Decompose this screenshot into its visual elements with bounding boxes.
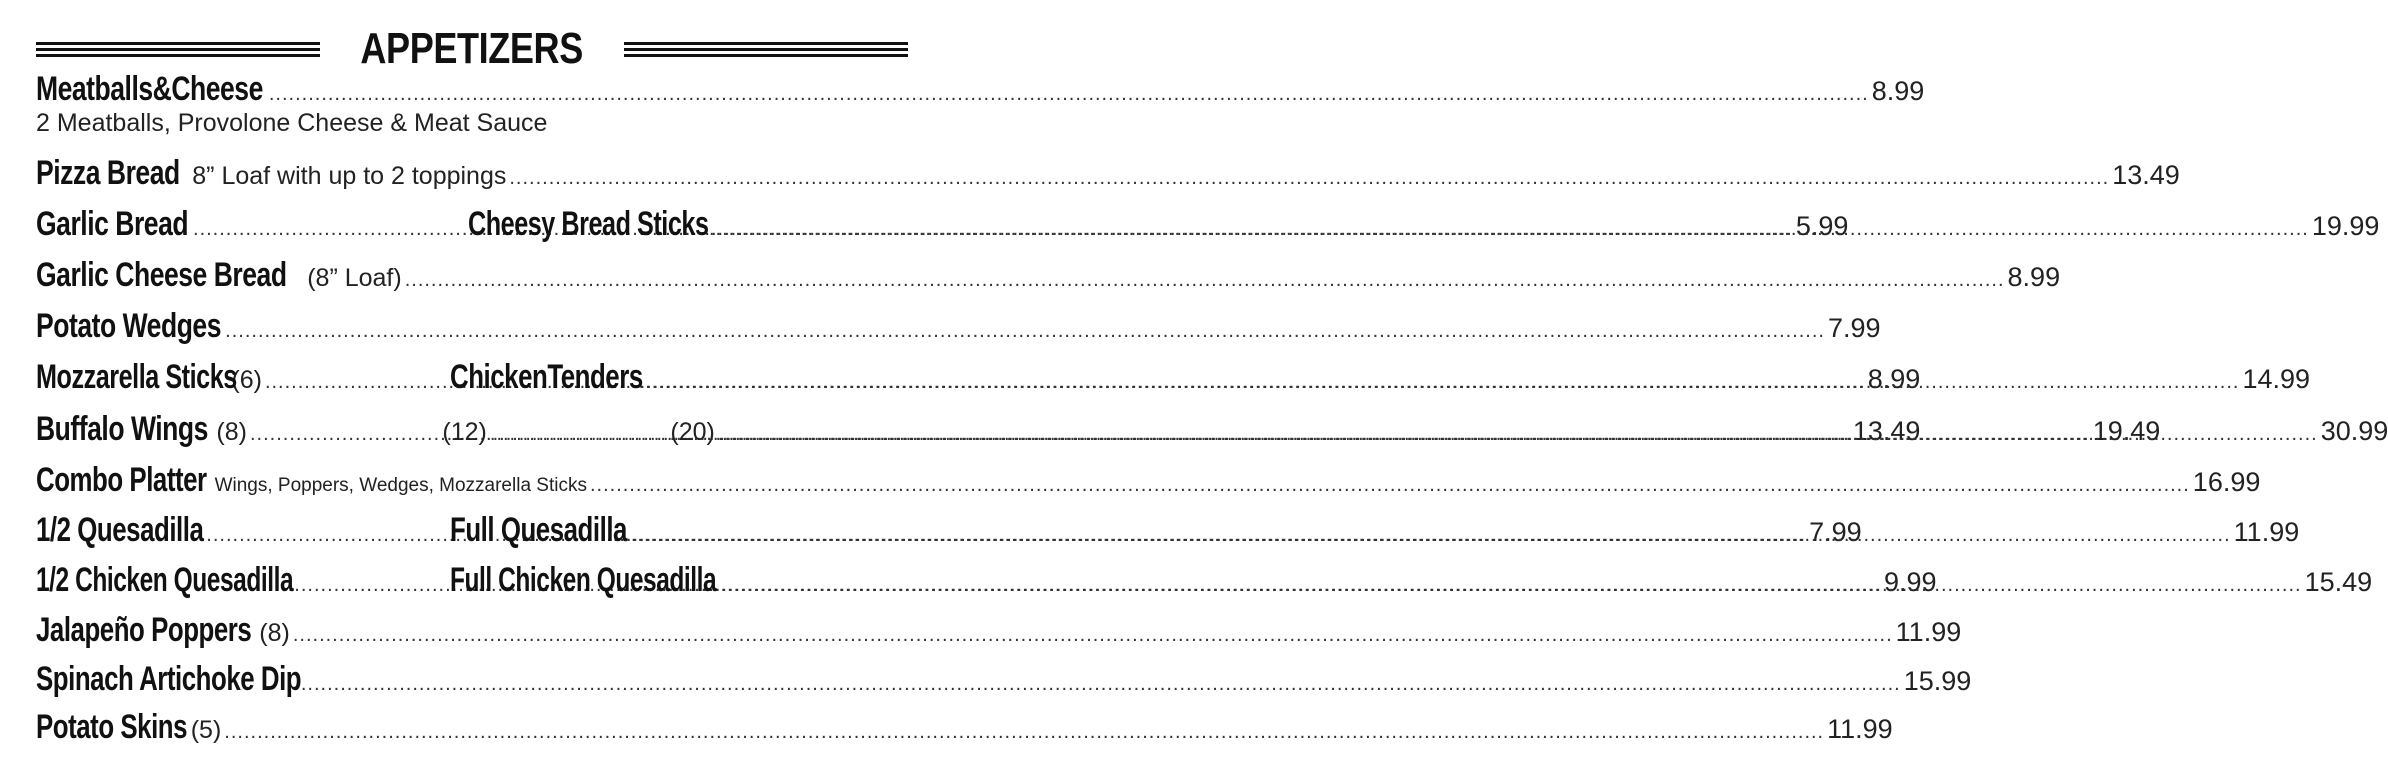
item-description: 8” Loaf with up to 2 toppings xyxy=(192,162,507,190)
item-price: 11.99 xyxy=(1895,617,1962,647)
dot-leader xyxy=(702,574,2302,597)
item-name: Full Chicken Quesadilla xyxy=(450,561,717,599)
item-name: Cheesy Bread Sticks xyxy=(468,205,709,243)
item-name: ChickenTenders xyxy=(450,358,643,396)
header-rule-right xyxy=(624,42,908,57)
item-price: 11.99 xyxy=(1827,714,1893,744)
menu-row-quesadilla xyxy=(36,511,2300,555)
dot-leader xyxy=(405,269,2005,292)
item-price: 15.49 xyxy=(2304,567,2373,597)
item-name: 1/2 Chicken Quesadilla xyxy=(36,561,294,599)
item-name: Potato Skins xyxy=(36,708,188,746)
dot-leader xyxy=(709,218,2309,241)
menu-item-cheesy-bread-sticks xyxy=(468,205,2379,244)
item-name: Potato Wedges xyxy=(36,307,221,345)
item-price: 8.99 xyxy=(1867,364,1921,394)
option-label: (12) xyxy=(442,418,487,446)
item-name: Mozzarella Sticks xyxy=(36,358,237,396)
header-rule-left xyxy=(36,42,320,57)
item-price: 8.99 xyxy=(1871,76,1925,106)
menu-item-garlic-cheese-bread xyxy=(36,256,2061,300)
menu-row-chicken-quesadilla xyxy=(36,561,2373,605)
option-label: (20) xyxy=(670,418,715,446)
item-name: Combo Platter xyxy=(36,461,207,499)
option-price: 30.99 xyxy=(2320,416,2388,446)
item-name: Jalapeño Poppers xyxy=(36,611,252,649)
menu-row-mozzarella-tenders xyxy=(36,358,2311,402)
menu-row-garlic-cheesy xyxy=(36,205,2380,249)
menu-item-full-chicken-quesadilla xyxy=(450,561,2372,600)
dot-leader xyxy=(225,320,1825,343)
menu-item-buffalo-wings xyxy=(36,410,2388,454)
menu-item-jalapeno-poppers xyxy=(36,611,1962,655)
item-description: (5) xyxy=(190,716,222,744)
menu-item-pizza-bread xyxy=(36,154,2180,198)
section-title: APPETIZERS xyxy=(360,24,584,73)
item-description: (8) xyxy=(259,619,290,647)
item-price: 9.99 xyxy=(1884,567,1937,597)
menu-item-potato-skins xyxy=(36,708,1893,752)
item-price: 8.99 xyxy=(2007,262,2061,292)
item-name: Pizza Bread xyxy=(36,154,180,192)
item-name: Buffalo Wings xyxy=(36,410,208,448)
item-price: 7.99 xyxy=(1809,517,1862,547)
menu-item-full-quesadilla xyxy=(450,511,2299,550)
section-header xyxy=(36,22,908,76)
item-price: 19.99 xyxy=(2311,211,2380,241)
item-price: 5.99 xyxy=(1795,211,1849,241)
menu-item-chicken-tenders xyxy=(450,358,2310,397)
item-price: 14.99 xyxy=(2242,364,2311,394)
option-price: 13.49 xyxy=(1852,416,1921,446)
menu-item-spinach-artichoke-dip xyxy=(36,660,1972,704)
item-name: 1/2 Quesadilla xyxy=(36,511,204,549)
item-price: 7.99 xyxy=(1827,313,1881,343)
item-name: Meatballs&Cheese xyxy=(36,70,263,108)
item-description: Wings, Poppers, Wedges, Mozzarella Sticks xyxy=(214,475,587,496)
dot-leader xyxy=(301,673,1901,696)
wings-option-20 xyxy=(666,416,2388,447)
item-price: 16.99 xyxy=(2192,467,2261,497)
dot-leader xyxy=(509,167,2109,190)
option-price: 19.49 xyxy=(2092,416,2161,446)
dot-leader xyxy=(293,624,1893,647)
dot-leader xyxy=(269,83,1869,106)
dot-leader xyxy=(631,524,2231,547)
menu-item-potato-wedges xyxy=(36,307,1881,351)
item-name: Garlic Cheese Bread xyxy=(36,256,287,294)
dot-leader xyxy=(590,474,2190,497)
item-price: 13.49 xyxy=(2112,160,2180,190)
item-description: (6) xyxy=(231,366,262,394)
item-name: Full Quesadilla xyxy=(450,511,627,549)
item-name: Spinach Artichoke Dip xyxy=(36,660,302,698)
item-price: 15.99 xyxy=(1903,666,1972,696)
item-price: 11.99 xyxy=(2233,517,2300,547)
item-description: (8” Loaf) xyxy=(307,264,402,292)
dot-leader xyxy=(640,371,2240,394)
menu-item-combo-platter xyxy=(36,461,2261,505)
item-description: 2 Meatballs, Provolone Cheese & Meat Sauce xyxy=(36,109,548,137)
dot-leader xyxy=(224,721,1824,744)
dot-leader xyxy=(718,423,2318,446)
menu-item-meatballs-cheese xyxy=(36,70,1925,114)
option-label: (8) xyxy=(216,418,247,446)
item-name: Garlic Bread xyxy=(36,205,189,243)
